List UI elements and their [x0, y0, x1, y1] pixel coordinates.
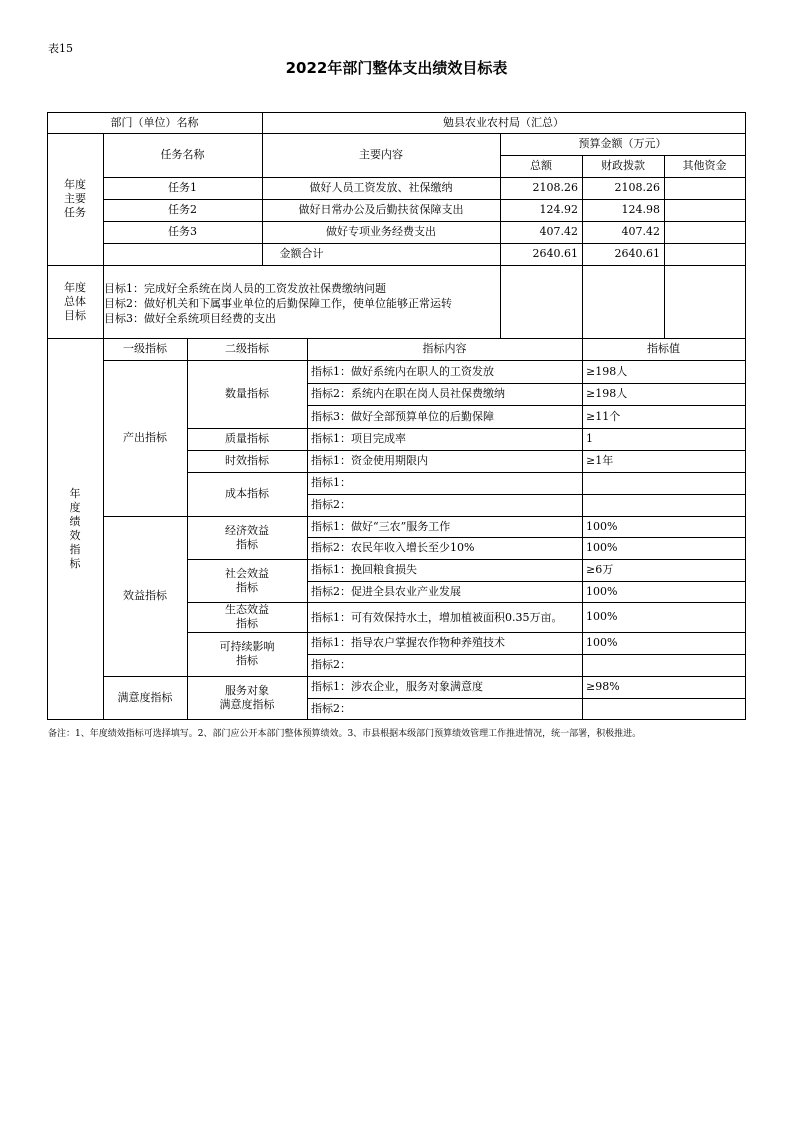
- col-level2: 二级指标: [225, 342, 269, 355]
- task-other: [664, 221, 745, 243]
- indicator-content: 指标2：农民年收入增长至少10%: [311, 541, 475, 554]
- l2-economic: 经济效益 指标: [225, 523, 269, 551]
- l2-sustainable: 可持续影响 指标: [219, 640, 275, 667]
- l1-benefit: 效益指标: [123, 589, 167, 602]
- col-total: 总额: [530, 159, 552, 172]
- task-fiscal: 407.42: [621, 225, 660, 238]
- l2-timeliness: 时效指标: [225, 454, 269, 467]
- indicator-content: 指标1：做好系统内在职人的工资发放: [311, 364, 494, 378]
- indicator-value: ≥98%: [586, 680, 620, 693]
- table-hline: [47, 265, 746, 266]
- task-name: 任务3: [168, 225, 197, 238]
- dept-name: 勉县农业农村局（汇总）: [443, 115, 564, 129]
- indicator-content: 指标2：: [311, 498, 351, 511]
- goals-row-label: 年度 总体 目标: [64, 280, 86, 322]
- task-name: 任务2: [168, 203, 197, 216]
- goal-item: 目标2：做好机关和下属事业单位的后勤保障工作，使单位能够正常运转: [104, 297, 452, 310]
- col-main-content: 主要内容: [359, 148, 403, 161]
- indicator-value: ≥6万: [586, 563, 614, 576]
- l1-satisfaction: 满意度指标: [117, 690, 173, 704]
- indicator-value: [582, 494, 745, 516]
- indicator-content: 指标2：: [311, 701, 351, 715]
- task-fiscal: 124.98: [621, 203, 660, 216]
- indicator-value: 100%: [586, 636, 618, 649]
- sum-label: 金额合计: [279, 247, 324, 260]
- l1-output: 产出指标: [123, 431, 167, 444]
- col-fiscal: 财政拨款: [601, 159, 645, 172]
- l2-ecological: 生态效益 指标: [225, 603, 269, 630]
- goal-item: 目标3：做好全系统项目经费的支出: [104, 312, 276, 325]
- task-fiscal: 2108.26: [614, 181, 660, 194]
- task-other: [664, 177, 745, 199]
- footnote: 备注：1、年度绩效指标可选择填写。2、部门应公开本部门整体预算绩效。3、市县根据本级部门预算绩效管理工作推进情况，统一部署，积极推进。: [48, 729, 642, 739]
- indicator-content: 指标1：可有效保持水土，增加植被面积0.35万亩。: [311, 610, 563, 624]
- task-total: 407.42: [539, 225, 578, 238]
- col-task-name: 任务名称: [160, 148, 205, 161]
- sum-fiscal: 2640.61: [614, 247, 660, 260]
- indicator-content: 指标1：: [311, 476, 351, 489]
- task-total: 2108.26: [532, 181, 578, 194]
- task-other: [664, 199, 745, 221]
- indicator-value: 100%: [586, 541, 618, 554]
- task-total: 124.92: [539, 203, 578, 216]
- l2-quantity: 数量指标: [225, 387, 269, 400]
- task-content: 做好专项业务经费支出: [326, 225, 436, 238]
- col-other: 其他资金: [682, 159, 727, 172]
- indicator-content: 指标2：系统内在职在岗人员社保费缴纳: [311, 387, 505, 400]
- col-indicator-value: 指标值: [647, 342, 680, 355]
- col-level1: 一级指标: [123, 342, 167, 355]
- indicator-content: 指标1：项目完成率: [311, 432, 406, 445]
- indicator-content: 指标1：资金使用期限内: [311, 454, 428, 467]
- task-name: 任务1: [168, 181, 197, 194]
- indicator-value: [582, 472, 745, 494]
- indicator-content: 指标1：涉农企业，服务对象满意度: [311, 680, 483, 693]
- indicator-content: 指标2：: [311, 658, 351, 671]
- indicator-content: 指标1：指导农户掌握农作物种养殖技术: [311, 636, 505, 649]
- col-budget: 预算金额（万元）: [578, 137, 667, 150]
- l2-quality: 质量指标: [225, 432, 269, 445]
- indicator-value: [582, 698, 745, 719]
- indicator-content: 指标1：做好“三农”服务工作: [311, 519, 451, 533]
- table-number: 表15: [48, 42, 73, 55]
- indicator-content: 指标1：挽回粮食损失: [311, 563, 417, 576]
- task-content: 做好人员工资发放、社保缴纳: [309, 181, 453, 194]
- indicator-value: 1: [586, 432, 593, 445]
- goals-list: [104, 281, 742, 326]
- indicator-value: ≥11个: [586, 409, 621, 423]
- sum-other: [664, 243, 745, 265]
- task-content: 做好日常办公及后勤扶贫保障支出: [298, 203, 464, 216]
- table-vline: [745, 112, 746, 720]
- goal-item: 目标1：完成好全系统在岗人员的工资发放社保费缴纳问题: [104, 282, 386, 295]
- l2-service: 服务对象 满意度指标: [219, 683, 275, 711]
- indicator-value: ≥1年: [586, 454, 614, 467]
- tasks-row-label: 年度 主要 任务: [64, 178, 86, 219]
- indicator-content: 指标3：做好全部预算单位的后勤保障: [311, 409, 494, 423]
- indicator-value: ≥198人: [586, 364, 628, 378]
- col-indicator-content: 指标内容: [422, 342, 467, 355]
- table-hline: [47, 719, 746, 720]
- l2-cost: 成本指标: [225, 487, 269, 500]
- indicator-content: 指标2：促进全县农业产业发展: [311, 584, 461, 598]
- indicator-value: ≥198人: [586, 387, 628, 400]
- page-title: 2022年部门整体支出绩效目标表: [285, 59, 508, 77]
- indicator-value: 100%: [586, 584, 618, 598]
- indicators-row-label: 年 度 绩 效 指 标: [69, 486, 81, 570]
- dept-label: 部门（单位）名称: [110, 115, 199, 129]
- l2-social: 社会效益 指标: [225, 566, 269, 594]
- indicator-value: [582, 654, 745, 676]
- indicator-value: 100%: [586, 519, 618, 533]
- sum-total: 2640.61: [532, 247, 578, 260]
- indicator-value: 100%: [586, 610, 618, 623]
